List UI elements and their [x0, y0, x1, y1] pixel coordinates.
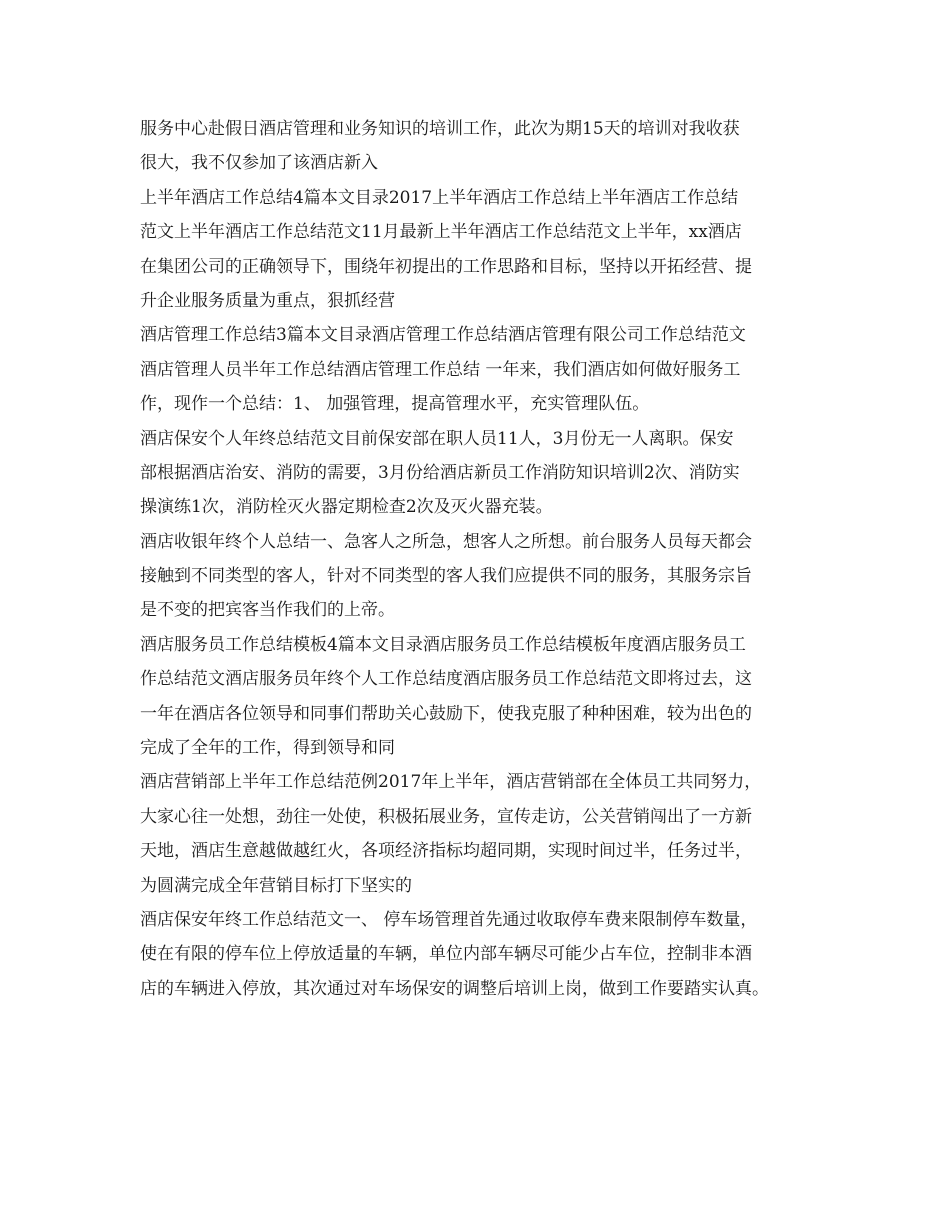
text-line: 酒店管理人员半年工作总结酒店管理工作总结 一年来，我们酒店如何做好服务工 — [140, 359, 741, 380]
paragraph-training — [140, 112, 830, 181]
paragraph-cashier — [140, 525, 830, 628]
text-line: 部根据酒店治安、消防的需要，3月份给酒店新员工作消防知识培训2次、消防实 — [140, 462, 740, 483]
document-body — [140, 112, 830, 1006]
text-line: 酒店管理工作总结3篇本文目录酒店管理工作总结酒店管理有限公司工作总结范文 — [140, 325, 746, 346]
text-line: 酒店保安个人年终总结范文目前保安部在职人员11人，3月份无一人离职。保安 — [140, 428, 734, 449]
text-line: 服务中心赴假日酒店管理和业务知识的培训工作，此次为期15天的培训对我收获 — [140, 119, 740, 139]
text-line: 在集团公司的正确领导下，围绕年初提出的工作思路和目标，坚持以开拓经营、提 — [140, 256, 752, 277]
text-line: 升企业服务质量为重点，狠抓经营 — [140, 290, 395, 311]
paragraph-attendant — [140, 628, 830, 766]
text-line: 作，现作一个总结：1、 加强管理，提高管理水平，充实管理队伍。 — [140, 394, 650, 415]
text-line: 范文上半年酒店工作总结范文11月最新上半年酒店工作总结范文上半年，xx酒店 — [140, 222, 742, 243]
paragraph-marketing — [140, 765, 830, 903]
text-line: 酒店保安年终工作总结范文一、 停车场管理首先通过收取停车费来限制停车数量， — [140, 909, 758, 930]
text-line: 酒店服务员工作总结模板4篇本文目录酒店服务员工作总结模板年度酒店服务员工 — [140, 634, 746, 655]
paragraph-security-personal — [140, 422, 830, 525]
paragraph-parking-security — [140, 903, 830, 1006]
text-line: 为圆满完成全年营销目标打下坚实的 — [140, 875, 412, 896]
text-line: 上半年酒店工作总结4篇本文目录2017上半年酒店工作总结上半年酒店工作总结 — [140, 187, 739, 208]
text-line: 作总结范文酒店服务员年终个人工作总结度酒店服务员工作总结范文即将过去，这 — [140, 669, 752, 690]
text-line: 店的车辆进入停放，其次通过对车场保安的调整后培训上岗，做到工作要踏实认真。 — [140, 978, 769, 999]
text-line: 天地，酒店生意越做越红火，各项经济指标均超同期，实现时间过半，任务过半， — [140, 841, 752, 862]
paragraph-half-year-summary — [140, 181, 830, 319]
text-line: 一年在酒店各位领导和同事们帮助关心鼓励下，使我克服了种种困难，较为出色的 — [140, 703, 752, 724]
text-line: 是不变的把宾客当作我们的上帝。 — [140, 600, 395, 621]
text-line: 完成了全年的工作，得到领导和同 — [140, 738, 395, 759]
text-line: 酒店收银年终个人总结一、急客人之所急，想客人之所想。前台服务人员每天都会 — [140, 531, 752, 552]
text-line: 操演练1次，消防栓灭火器定期检查2次及灭火器充装。 — [140, 497, 553, 518]
text-line: 使在有限的停车位上停放适量的车辆，单位内部车辆尽可能少占车位，控制非本酒 — [140, 944, 752, 965]
text-line: 酒店营销部上半年工作总结范例2017年上半年，酒店营销部在全体员工共同努力， — [140, 772, 762, 793]
paragraph-management-summary — [140, 318, 830, 421]
text-line: 大家心往一处想，劲往一处使，积极拓展业务，宣传走访，公关营销闯出了一方新 — [140, 806, 752, 827]
text-line: 很大，我不仅参加了该酒店新入 — [140, 153, 378, 174]
text-line: 接触到不同类型的客人，针对不同类型的客人我们应提供不同的服务，其服务宗旨 — [140, 566, 752, 587]
